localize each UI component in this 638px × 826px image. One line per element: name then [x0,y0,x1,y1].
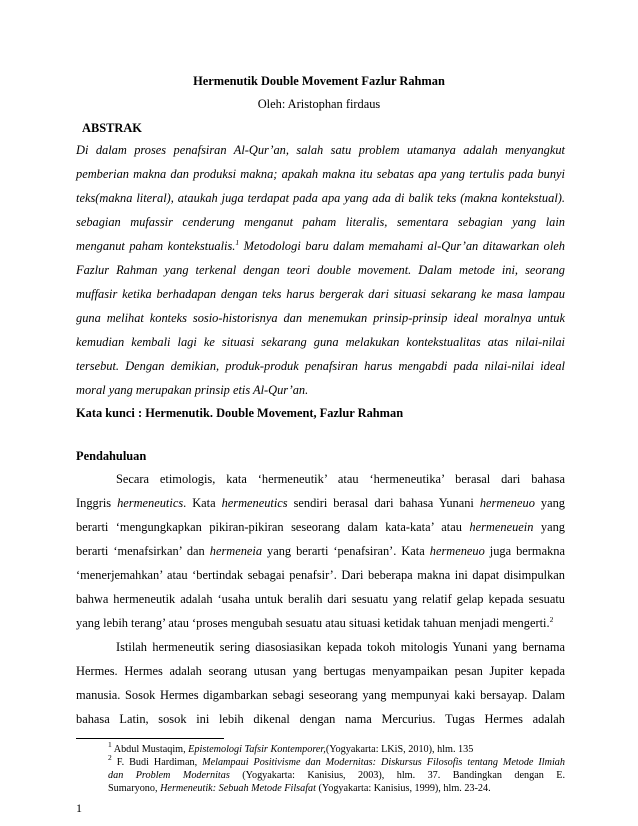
body-line: Inggris hermeneutics. Kata hermeneutics sendiri berasal dari bahasa Yunani hermeneuo yang [76,496,565,510]
body-line: bahwa hermeneutik adalah ‘usaha untuk beralih dari sesuatu yang relatif gelap kepada sesuatu [76,592,565,606]
page-number: 1 [76,801,82,815]
body-line: berarti ‘mengungkapkan pikiran-pikiran seseorang dalam kata-kata’ atau hermeneuein yang [76,520,565,534]
footnote-rule [76,738,224,739]
body-line: bahasa Latin, sosok ini lebih dikenal dengan nama Mercurius. Tugas Hermes adalah [76,712,565,726]
keywords: Kata kunci : Hermenutik. Double Movement, Fazlur Rahman [76,406,404,420]
abstract-line: muffasir ketika berhadapan dengan teks harus bergerak dari situasi sekarang ke masa lampau [76,287,565,301]
footnote-2-cont: Sumaryono, Hermeneutik: Sebuah Metode Filsafat (Yogyakarta: Kanisius, 1999), hlm. 23-24. [108,783,491,794]
body-line: Secara etimologis, kata ‘hermeneutik’ atau ‘hermeneutika’ berasal dari bahasa [116,472,565,486]
footnote-2: $^2$ F. Budi Hardiman, Melampaui Positivisme dan Modernitas: Diskursus Filosofis tentang Metode Ilmiah [108,753,565,768]
footnote-ref: 2 [549,615,554,624]
body-line: yang lebih terang’ atau ‘proses mengubah sesuatu atau situasi ketidak tahuan menjadi mengerti.$^2$ [76,615,554,630]
abstract-line: menganut paham kontekstualis.$^1$ Metodologi baru dalam memahami al-Qur’an ditawarkan oleh [76,238,565,253]
body-line: berarti ‘menafsirkan’ dan hermeneia yang berarti ‘penafsiran’. Kata hermeneuo juga bermakna [76,544,565,558]
abstract-line: teks(makna literal), ataukah juga terdapat pada apa yang ada di balik teks (makna kontekstual). [76,191,565,205]
abstract-line: guna melihat konteks sosio-historisnya dan menemukan prinsip-prinsip ideal moralnya untuk [76,311,565,325]
body-line: ‘menerjemahkan’ atau ‘bertindak sebagai penafsir’. Dari beberapa makna ini dapat disimpulkan [76,568,565,582]
abstract-heading: ABSTRAK [82,121,142,135]
footnote-2-cont: dan Problem Modernitas (Yogyakarta: Kanisius, 2003), hlm. 37. Bandingkan dengan E. [108,770,566,781]
abstract-line: Fazlur Rahman yang terkenal dengan teori double movement. Dalam metode ini, seorang [76,263,565,277]
body-line: manusia. Sosok Hermes digambarkan sebagi seseorang yang mempunyai kaki bersayap. Dalam [76,688,565,702]
abstract-line: moral yang merupakan prinsip etis Al-Qur’an. [76,383,309,397]
abstract-line: pemberian makna dan produksi makna; apakah makna itu sebatas apa yang tertulis pada bunyi [76,167,565,181]
abstract-line: Di dalam proses penafsiran Al-Qur’an, salah satu problem utamanya adalah menyangkut [76,143,565,157]
body-line: Istilah hermeneutik sering diasosiasikan kepada tokoh mitologis Yunani yang bernama [116,640,565,654]
footnote-ref: 1 [235,238,240,247]
footnote-1: $^1$ Abdul Mustaqim, Epistemologi Tafsir Kontemporer,(Yogyakarta: LKiS, 2010), hlm. 135 [108,740,474,755]
paper-title: Hermenutik Double Movement Fazlur Rahman [193,74,445,88]
body-line: Hermes. Hermes adalah seorang utusan yang bertugas menyampaikan pesan Jupiter kepada [76,664,565,678]
abstract-line: tersebut. Dengan demikian, produk-produk penafsiran harus mengabdi pada nilai-nilai ideal [76,359,565,373]
abstract-line: sebagian mufassir cenderung menganut paham literalis, sementara sebagian yang lain [76,215,565,229]
abstract-line: kemudian kembali lagi ke situasi sekarang guna melakukan kontekstualitas atas nilai-nilai [76,335,565,349]
section-heading: Pendahuluan [76,449,147,463]
author-line: Oleh: Aristophan firdaus [257,97,381,111]
